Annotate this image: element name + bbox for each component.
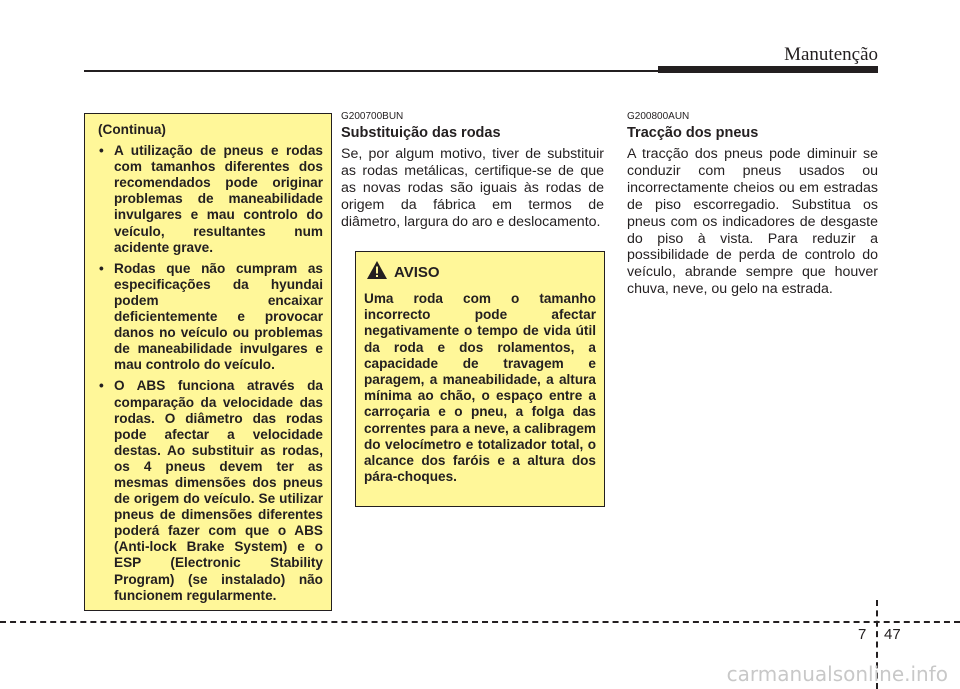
continued-title: (Continua) — [98, 122, 166, 137]
warning-header — [366, 261, 596, 283]
section-body: A tracção dos pneus pode diminuir se conduzir com pneus usados ou incorrectamente cheios ou em estradas de piso escorregadio. Substitua os pneus com os indicadores de desgaste do piso à vista. Para reduzir a possibilidade de perda de controlo do veículo, abrande sempre que houver chuva, neve, ou gelo na estrada. — [627, 146, 878, 298]
continued-bullet-list — [96, 143, 323, 604]
header-rule-accent — [658, 66, 878, 73]
section-title: Substituição das rodas — [341, 125, 501, 141]
section-code: G200700BUN — [341, 111, 404, 122]
section-title: Tracção dos pneus — [627, 125, 759, 141]
watermark: carmanualsonline.info — [726, 662, 948, 686]
warning-triangle-icon — [366, 260, 388, 285]
header-rule — [84, 70, 660, 72]
bullet-item: • O ABS funciona através da comparação da velocidade das rodas. O diâmetro das rodas pode afectar a velocidade destas. Ao substituir as rodas, os 4 pneus devem ter as mesmas dimensões dos pneus de origem do veículo. Se utilizar pneus de dimensões diferentes poderá fazer com que o ABS (Anti-lock Brake System) e o ESP (Electronic Stability Program) (se instalado) não funcionem regularmente. — [96, 378, 323, 603]
warning-text: Uma roda com o tamanho incorrecto pode afectar negativamente o tempo de vida útil da roda e dos rolamentos, a capacidade de travagem e paragem, a maneabilidade, a altura mínima ao chão, o espaço entre a carroçaria e o pneu, a folga das correntes para a neve, a calibragem do velocímetro e totalizador total, o alcance dos faróis e a altura dos pára-choques. — [364, 291, 596, 485]
footer-rule — [0, 621, 960, 623]
bullet-item: • Rodas que não cumpram as especificações da hyundai podem encaixar deficientemente e provocar danos no veículo ou problemas de maneabilidade invulgares e mau controlo do veículo. — [96, 261, 323, 374]
section-code: G200800AUN — [627, 111, 690, 122]
continued-warning-box — [84, 113, 332, 611]
warning-box — [355, 251, 605, 507]
bullet-item: • A utilização de pneus e rodas com tamanhos diferentes dos recomendados pode originar problemas de maneabilidade invulgares e mau controlo do veículo, resultantes num acidente grave. — [96, 143, 323, 256]
chapter-number: 7 — [858, 626, 867, 643]
page-header-title: Manutenção — [784, 44, 878, 65]
warning-title: AVISO — [394, 263, 440, 281]
section-body: Se, por algum motivo, tiver de substituir as rodas metálicas, certifique-se de que as novas rodas são iguais às rodas de origem da fábrica em termos de diâmetro, largura do aro e deslocamento. — [341, 146, 604, 230]
page-number: 47 — [884, 626, 901, 643]
